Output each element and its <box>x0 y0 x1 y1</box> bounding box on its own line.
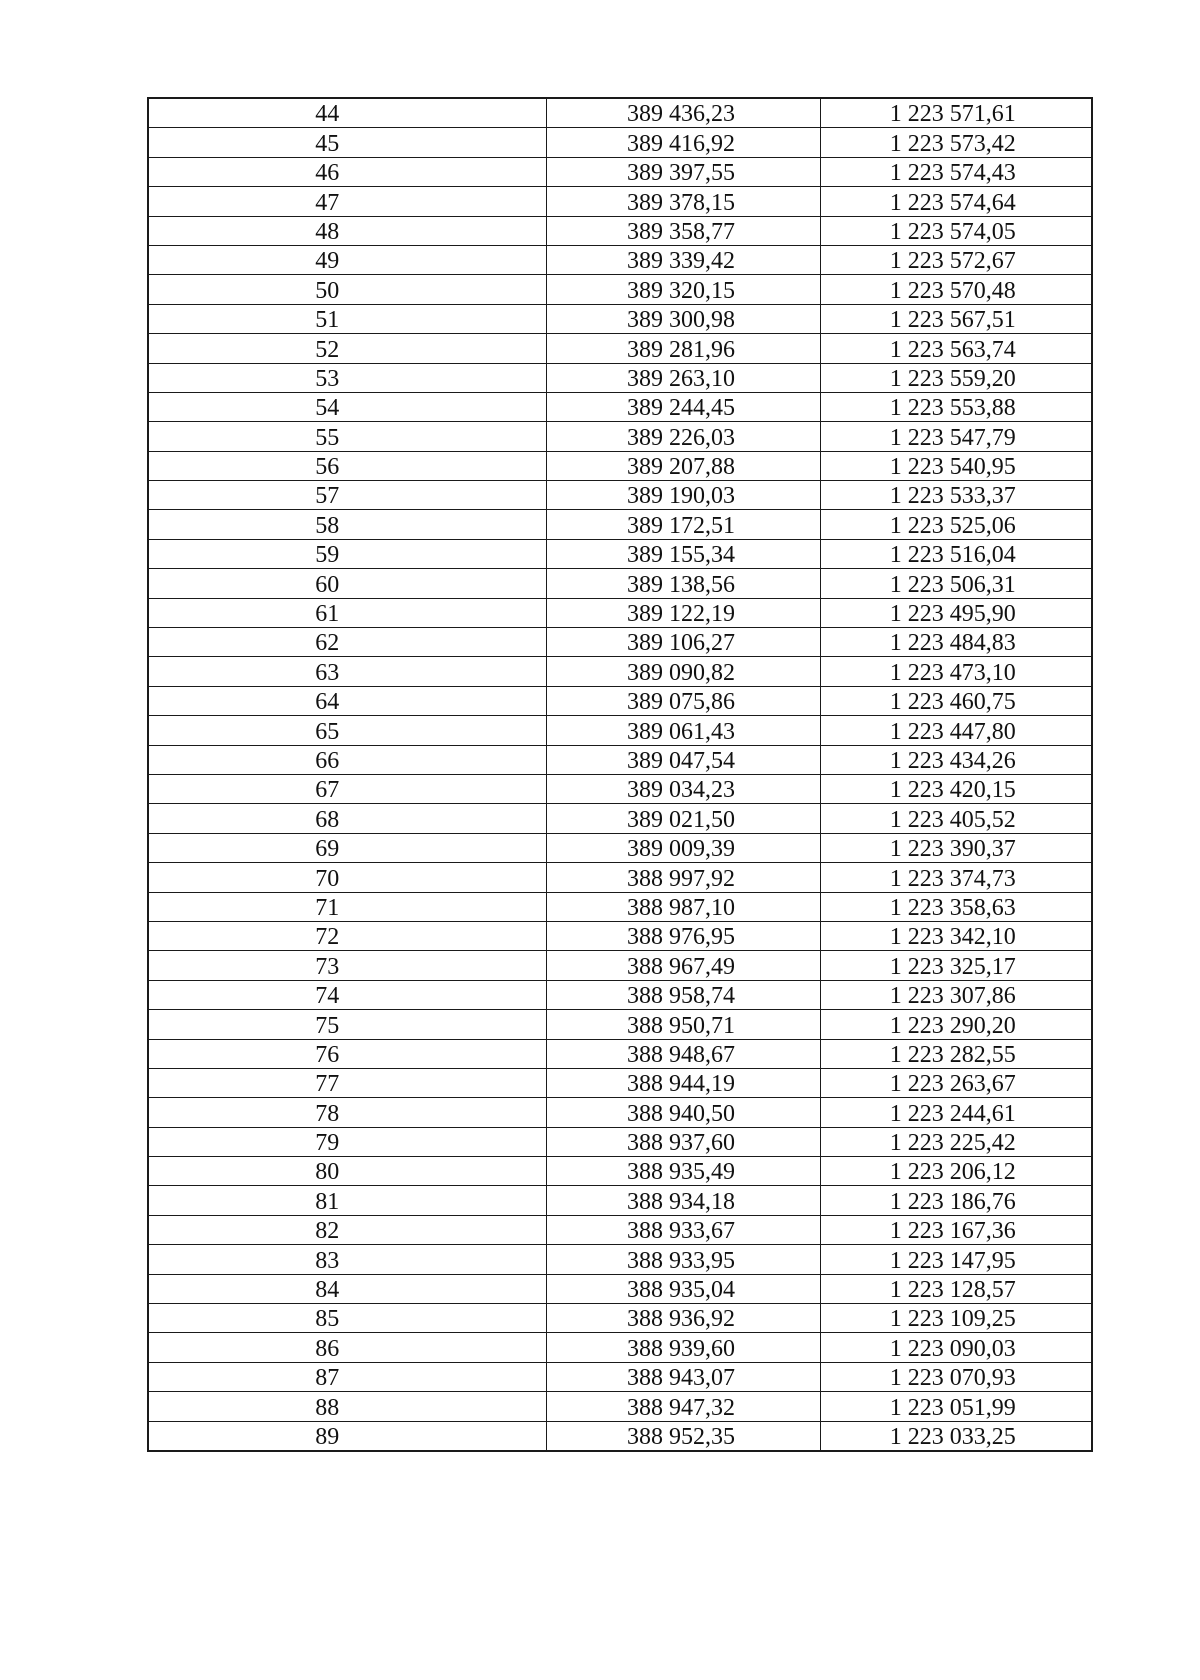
x-coordinate-cell: 388 958,74 <box>546 980 820 1009</box>
point-number-cell: 64 <box>148 686 546 715</box>
table-row <box>148 657 1092 686</box>
table-row <box>148 716 1092 745</box>
table-row <box>148 422 1092 451</box>
y-coordinate-cell: 1 223 109,25 <box>820 1304 1092 1333</box>
y-coordinate-cell: 1 223 186,76 <box>820 1186 1092 1215</box>
point-number-cell: 59 <box>148 539 546 568</box>
y-coordinate-cell: 1 223 033,25 <box>820 1421 1092 1451</box>
y-coordinate-cell: 1 223 506,31 <box>820 569 1092 598</box>
table-row <box>148 392 1092 421</box>
table-row <box>148 863 1092 892</box>
table-row <box>148 628 1092 657</box>
table-row <box>148 1098 1092 1127</box>
point-number-cell: 44 <box>148 98 546 128</box>
table-row <box>148 1215 1092 1244</box>
point-number-cell: 57 <box>148 481 546 510</box>
y-coordinate-cell: 1 223 358,63 <box>820 892 1092 921</box>
x-coordinate-cell: 388 939,60 <box>546 1333 820 1362</box>
y-coordinate-cell: 1 223 574,64 <box>820 187 1092 216</box>
y-coordinate-cell: 1 223 573,42 <box>820 128 1092 157</box>
point-number-cell: 45 <box>148 128 546 157</box>
x-coordinate-cell: 388 936,92 <box>546 1304 820 1333</box>
table-row <box>148 1304 1092 1333</box>
table-row <box>148 686 1092 715</box>
point-number-cell: 69 <box>148 833 546 862</box>
point-number-cell: 85 <box>148 1304 546 1333</box>
point-number-cell: 52 <box>148 334 546 363</box>
point-number-cell: 80 <box>148 1157 546 1186</box>
x-coordinate-cell: 388 937,60 <box>546 1127 820 1156</box>
point-number-cell: 78 <box>148 1098 546 1127</box>
point-number-cell: 56 <box>148 451 546 480</box>
y-coordinate-cell: 1 223 574,05 <box>820 216 1092 245</box>
y-coordinate-cell: 1 223 540,95 <box>820 451 1092 480</box>
table-row <box>148 539 1092 568</box>
table-row <box>148 745 1092 774</box>
point-number-cell: 86 <box>148 1333 546 1362</box>
y-coordinate-cell: 1 223 405,52 <box>820 804 1092 833</box>
y-coordinate-cell: 1 223 484,83 <box>820 628 1092 657</box>
table-row <box>148 334 1092 363</box>
point-number-cell: 67 <box>148 774 546 803</box>
table-row <box>148 1068 1092 1097</box>
table-row <box>148 128 1092 157</box>
point-number-cell: 68 <box>148 804 546 833</box>
point-number-cell: 77 <box>148 1068 546 1097</box>
table-row <box>148 1186 1092 1215</box>
y-coordinate-cell: 1 223 533,37 <box>820 481 1092 510</box>
point-number-cell: 54 <box>148 392 546 421</box>
point-number-cell: 75 <box>148 1010 546 1039</box>
y-coordinate-cell: 1 223 420,15 <box>820 774 1092 803</box>
x-coordinate-cell: 388 943,07 <box>546 1362 820 1391</box>
y-coordinate-cell: 1 223 447,80 <box>820 716 1092 745</box>
y-coordinate-cell: 1 223 051,99 <box>820 1392 1092 1421</box>
point-number-cell: 53 <box>148 363 546 392</box>
y-coordinate-cell: 1 223 460,75 <box>820 686 1092 715</box>
table-row <box>148 1392 1092 1421</box>
x-coordinate-cell: 389 358,77 <box>546 216 820 245</box>
point-number-cell: 60 <box>148 569 546 598</box>
y-coordinate-cell: 1 223 574,43 <box>820 157 1092 186</box>
table-row <box>148 157 1092 186</box>
point-number-cell: 84 <box>148 1274 546 1303</box>
point-number-cell: 76 <box>148 1039 546 1068</box>
point-number-cell: 46 <box>148 157 546 186</box>
x-coordinate-cell: 389 155,34 <box>546 539 820 568</box>
x-coordinate-cell: 388 944,19 <box>546 1068 820 1097</box>
x-coordinate-cell: 389 075,86 <box>546 686 820 715</box>
y-coordinate-cell: 1 223 307,86 <box>820 980 1092 1009</box>
y-coordinate-cell: 1 223 390,37 <box>820 833 1092 862</box>
point-number-cell: 61 <box>148 598 546 627</box>
x-coordinate-cell: 388 967,49 <box>546 951 820 980</box>
x-coordinate-cell: 388 976,95 <box>546 921 820 950</box>
table-row <box>148 980 1092 1009</box>
point-number-cell: 73 <box>148 951 546 980</box>
y-coordinate-cell: 1 223 570,48 <box>820 275 1092 304</box>
x-coordinate-cell: 389 138,56 <box>546 569 820 598</box>
x-coordinate-cell: 388 935,49 <box>546 1157 820 1186</box>
x-coordinate-cell: 389 244,45 <box>546 392 820 421</box>
point-number-cell: 74 <box>148 980 546 1009</box>
y-coordinate-cell: 1 223 225,42 <box>820 1127 1092 1156</box>
y-coordinate-cell: 1 223 553,88 <box>820 392 1092 421</box>
table-row <box>148 1421 1092 1451</box>
table-row <box>148 1362 1092 1391</box>
x-coordinate-cell: 389 021,50 <box>546 804 820 833</box>
table-row <box>148 598 1092 627</box>
point-number-cell: 63 <box>148 657 546 686</box>
table-row <box>148 1127 1092 1156</box>
x-coordinate-cell: 388 935,04 <box>546 1274 820 1303</box>
y-coordinate-cell: 1 223 495,90 <box>820 598 1092 627</box>
y-coordinate-cell: 1 223 070,93 <box>820 1362 1092 1391</box>
x-coordinate-cell: 389 207,88 <box>546 451 820 480</box>
x-coordinate-cell: 389 320,15 <box>546 275 820 304</box>
point-number-cell: 62 <box>148 628 546 657</box>
x-coordinate-cell: 388 997,92 <box>546 863 820 892</box>
x-coordinate-cell: 388 933,67 <box>546 1215 820 1244</box>
y-coordinate-cell: 1 223 516,04 <box>820 539 1092 568</box>
point-number-cell: 81 <box>148 1186 546 1215</box>
y-coordinate-cell: 1 223 434,26 <box>820 745 1092 774</box>
point-number-cell: 48 <box>148 216 546 245</box>
point-number-cell: 70 <box>148 863 546 892</box>
x-coordinate-cell: 388 933,95 <box>546 1245 820 1274</box>
x-coordinate-cell: 389 090,82 <box>546 657 820 686</box>
x-coordinate-cell: 389 263,10 <box>546 363 820 392</box>
point-number-cell: 89 <box>148 1421 546 1451</box>
point-number-cell: 51 <box>148 304 546 333</box>
x-coordinate-cell: 389 300,98 <box>546 304 820 333</box>
y-coordinate-cell: 1 223 290,20 <box>820 1010 1092 1039</box>
point-number-cell: 65 <box>148 716 546 745</box>
table-row <box>148 774 1092 803</box>
x-coordinate-cell: 388 950,71 <box>546 1010 820 1039</box>
y-coordinate-cell: 1 223 567,51 <box>820 304 1092 333</box>
x-coordinate-cell: 388 934,18 <box>546 1186 820 1215</box>
y-coordinate-cell: 1 223 128,57 <box>820 1274 1092 1303</box>
table-row <box>148 569 1092 598</box>
coordinates-table-body <box>148 98 1092 1451</box>
table-row <box>148 804 1092 833</box>
table-row <box>148 1333 1092 1362</box>
y-coordinate-cell: 1 223 090,03 <box>820 1333 1092 1362</box>
point-number-cell: 49 <box>148 245 546 274</box>
table-row <box>148 892 1092 921</box>
coordinates-table <box>147 97 1093 1452</box>
table-row <box>148 1157 1092 1186</box>
x-coordinate-cell: 389 416,92 <box>546 128 820 157</box>
x-coordinate-cell: 389 339,42 <box>546 245 820 274</box>
x-coordinate-cell: 389 172,51 <box>546 510 820 539</box>
x-coordinate-cell: 389 106,27 <box>546 628 820 657</box>
table-row <box>148 275 1092 304</box>
x-coordinate-cell: 389 436,23 <box>546 98 820 128</box>
table-row <box>148 98 1092 128</box>
table-row <box>148 1010 1092 1039</box>
x-coordinate-cell: 389 378,15 <box>546 187 820 216</box>
point-number-cell: 55 <box>148 422 546 451</box>
x-coordinate-cell: 389 034,23 <box>546 774 820 803</box>
table-row <box>148 304 1092 333</box>
table-row <box>148 363 1092 392</box>
x-coordinate-cell: 389 397,55 <box>546 157 820 186</box>
point-number-cell: 82 <box>148 1215 546 1244</box>
y-coordinate-cell: 1 223 572,67 <box>820 245 1092 274</box>
point-number-cell: 47 <box>148 187 546 216</box>
y-coordinate-cell: 1 223 559,20 <box>820 363 1092 392</box>
point-number-cell: 72 <box>148 921 546 950</box>
point-number-cell: 79 <box>148 1127 546 1156</box>
y-coordinate-cell: 1 223 325,17 <box>820 951 1092 980</box>
table-row <box>148 216 1092 245</box>
x-coordinate-cell: 389 281,96 <box>546 334 820 363</box>
y-coordinate-cell: 1 223 563,74 <box>820 334 1092 363</box>
point-number-cell: 83 <box>148 1245 546 1274</box>
table-row <box>148 1039 1092 1068</box>
y-coordinate-cell: 1 223 525,06 <box>820 510 1092 539</box>
x-coordinate-cell: 388 987,10 <box>546 892 820 921</box>
y-coordinate-cell: 1 223 473,10 <box>820 657 1092 686</box>
table-row <box>148 921 1092 950</box>
y-coordinate-cell: 1 223 244,61 <box>820 1098 1092 1127</box>
y-coordinate-cell: 1 223 342,10 <box>820 921 1092 950</box>
table-row <box>148 833 1092 862</box>
y-coordinate-cell: 1 223 206,12 <box>820 1157 1092 1186</box>
point-number-cell: 66 <box>148 745 546 774</box>
x-coordinate-cell: 388 947,32 <box>546 1392 820 1421</box>
table-row <box>148 451 1092 480</box>
x-coordinate-cell: 389 009,39 <box>546 833 820 862</box>
table-row <box>148 1245 1092 1274</box>
x-coordinate-cell: 389 061,43 <box>546 716 820 745</box>
point-number-cell: 50 <box>148 275 546 304</box>
table-row <box>148 1274 1092 1303</box>
y-coordinate-cell: 1 223 571,61 <box>820 98 1092 128</box>
table-row <box>148 245 1092 274</box>
x-coordinate-cell: 388 948,67 <box>546 1039 820 1068</box>
x-coordinate-cell: 389 190,03 <box>546 481 820 510</box>
y-coordinate-cell: 1 223 282,55 <box>820 1039 1092 1068</box>
y-coordinate-cell: 1 223 147,95 <box>820 1245 1092 1274</box>
point-number-cell: 88 <box>148 1392 546 1421</box>
y-coordinate-cell: 1 223 263,67 <box>820 1068 1092 1097</box>
x-coordinate-cell: 388 952,35 <box>546 1421 820 1451</box>
x-coordinate-cell: 389 226,03 <box>546 422 820 451</box>
x-coordinate-cell: 389 047,54 <box>546 745 820 774</box>
point-number-cell: 71 <box>148 892 546 921</box>
table-row <box>148 187 1092 216</box>
x-coordinate-cell: 389 122,19 <box>546 598 820 627</box>
y-coordinate-cell: 1 223 374,73 <box>820 863 1092 892</box>
table-row <box>148 510 1092 539</box>
table-row <box>148 481 1092 510</box>
point-number-cell: 58 <box>148 510 546 539</box>
y-coordinate-cell: 1 223 547,79 <box>820 422 1092 451</box>
x-coordinate-cell: 388 940,50 <box>546 1098 820 1127</box>
table-row <box>148 951 1092 980</box>
point-number-cell: 87 <box>148 1362 546 1391</box>
y-coordinate-cell: 1 223 167,36 <box>820 1215 1092 1244</box>
